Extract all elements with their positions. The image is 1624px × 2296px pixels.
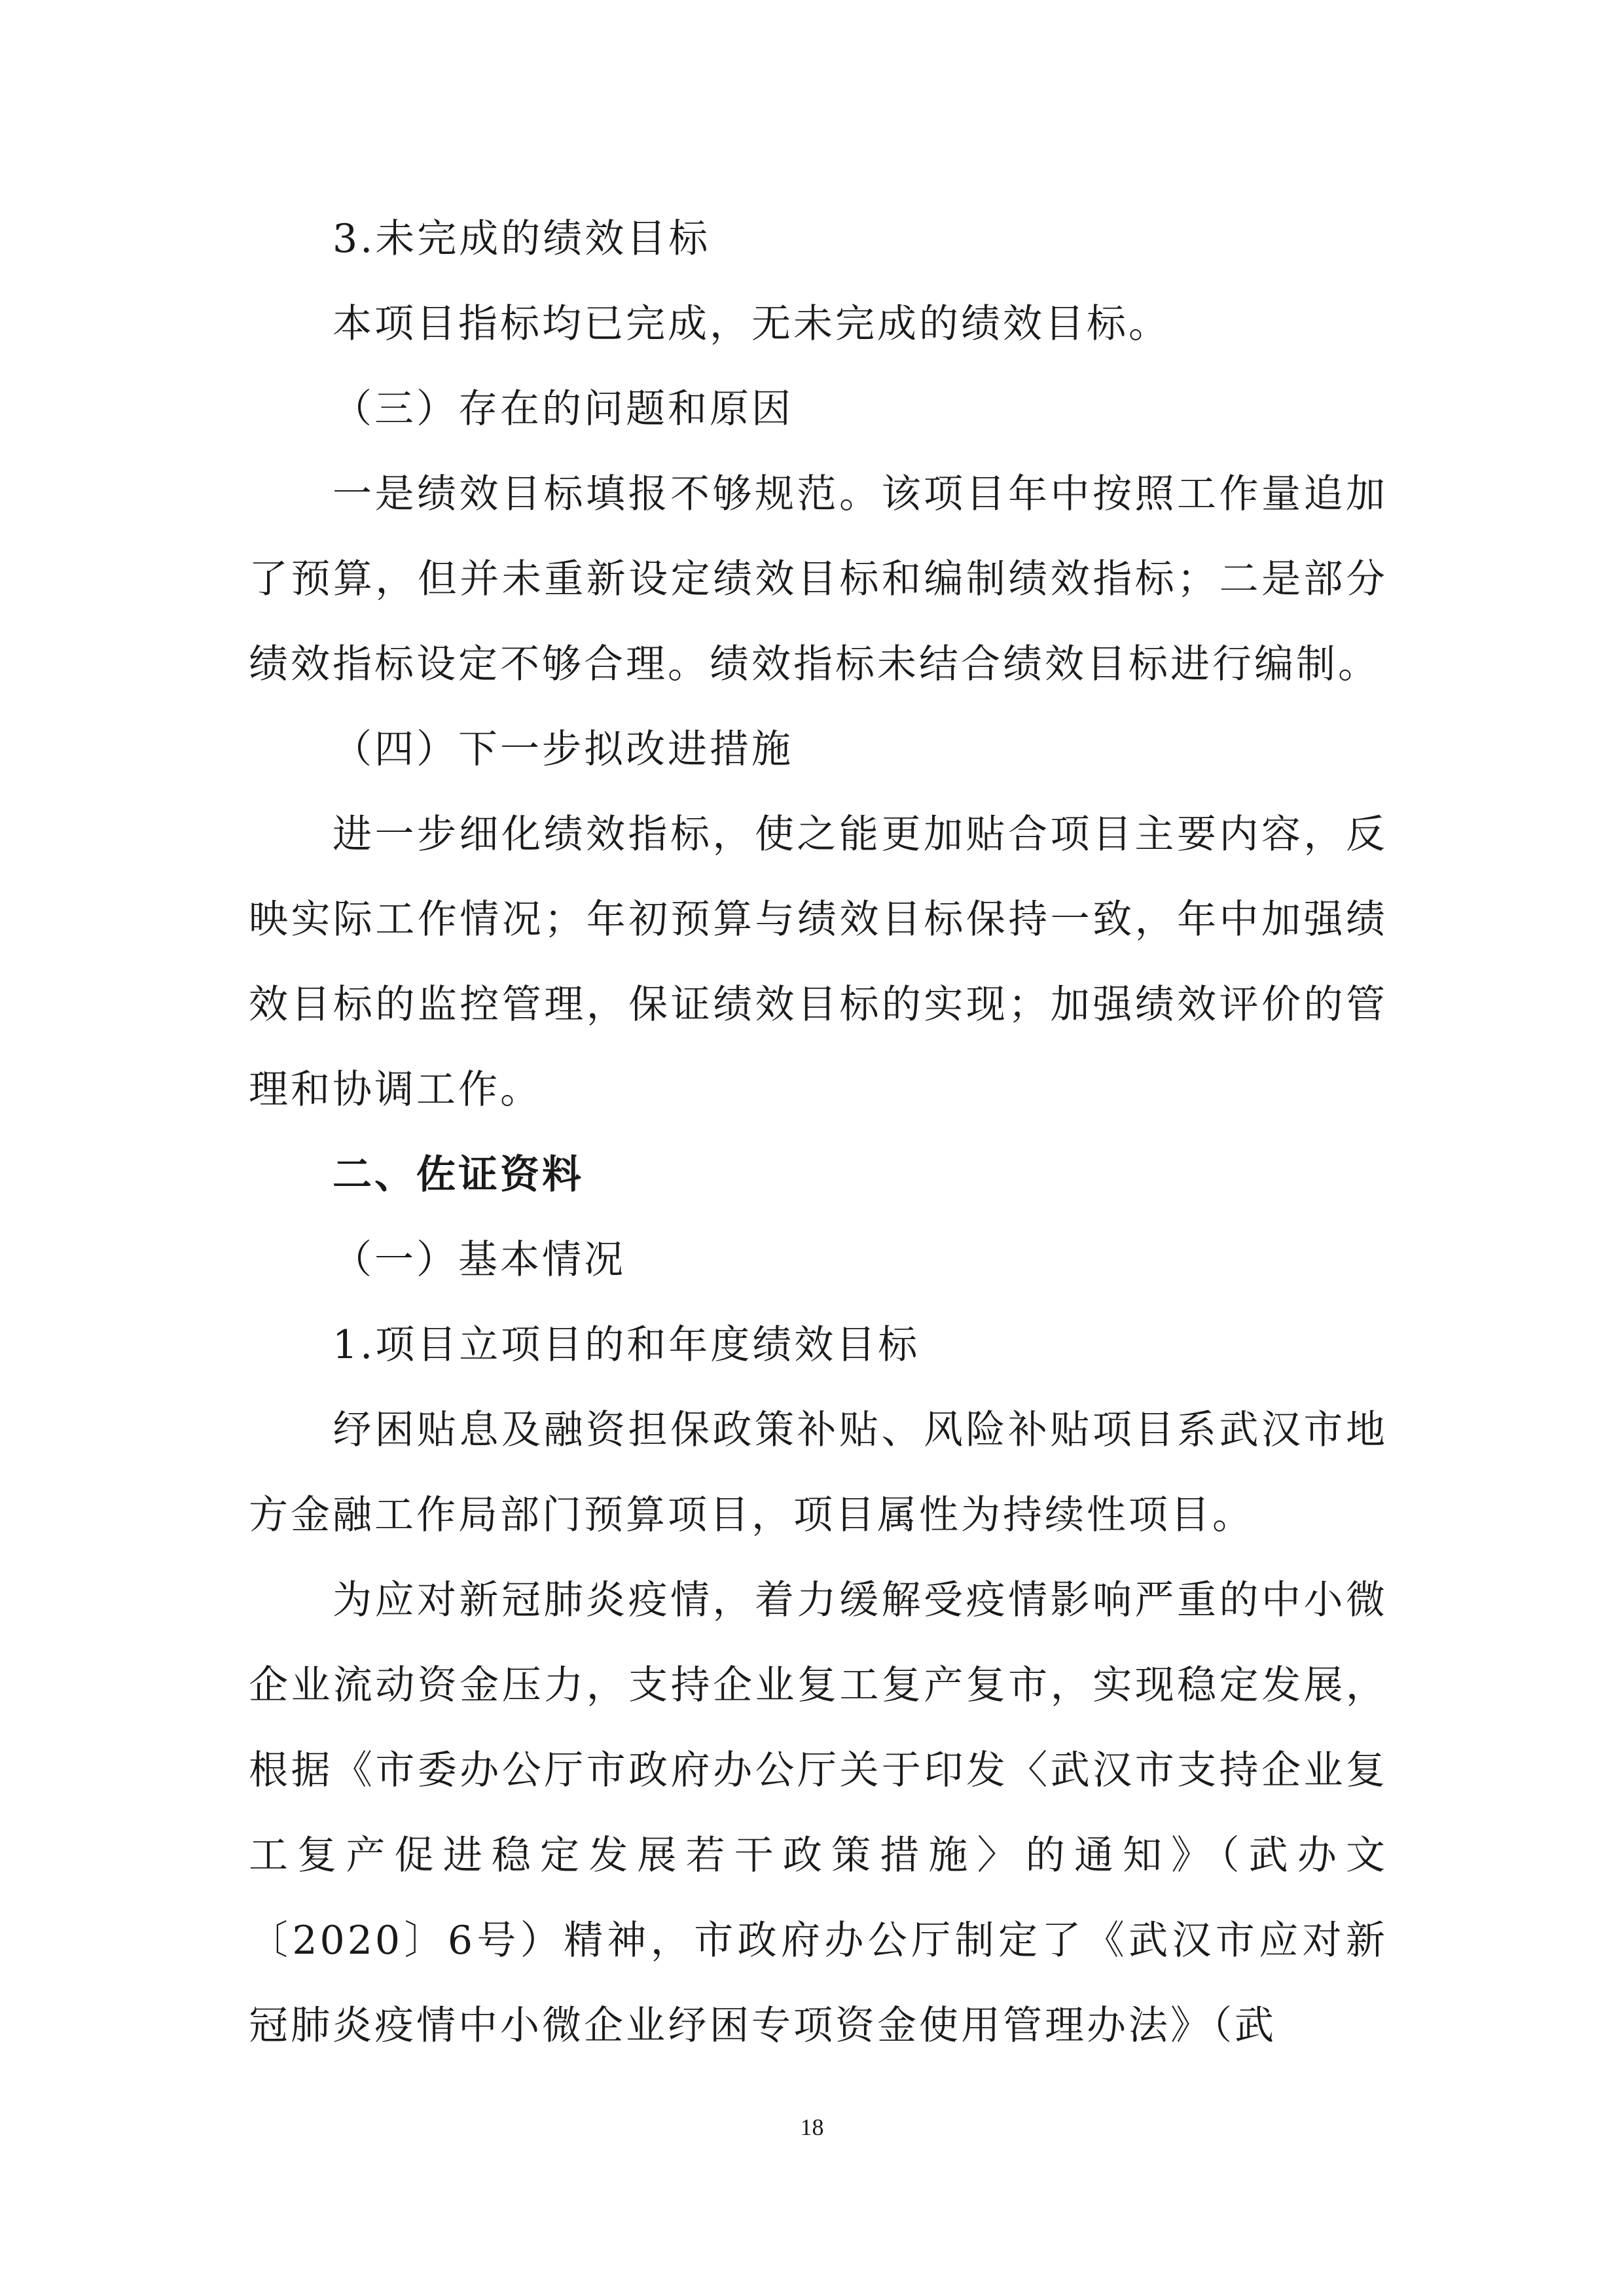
paragraph-improvements: 进一步细化绩效指标，使之能更加贴合项目主要内容，反映实际工作情况；年初预算与绩效目标保持一致，年中加强绩效目标的监控管理，保证绩效目标的实现；加强绩效评价的管理和协调工作。 [249, 812, 1388, 1113]
document-body [249, 196, 1388, 2068]
section-title-basic-info: （一）基本情况 [333, 1237, 626, 1283]
section-title-improvements: （四）下一步拟改进措施 [333, 726, 793, 772]
paragraph-policy-background: 为应对新冠肺炎疫情，着力缓解受疫情影响严重的中小微企业流动资金压力，支持企业复工复产复市，实现稳定发展，根据《市委办公厅市政府办公厅关于印发〈武汉市支持企业复工复产促进稳定发展若干政策措施〉的通知》（武办文〔2020〕6号）精神，市政府办公厅制定了《武汉市应对新冠肺炎疫情中小微企业纾困专项资金使用管理办法》（武 [249, 1577, 1388, 2049]
paragraph-unfinished-goals: 本项目指标均已完成，无未完成的绩效目标。 [333, 301, 1170, 347]
page-number: 18 [800, 2114, 824, 2140]
chapter-heading-evidence: 二、佐证资料 [333, 1152, 584, 1198]
subsection-title-unfinished-goals: 3.未完成的绩效目标 [333, 216, 711, 262]
paragraph-problems: 一是绩效目标填报不够规范。该项目年中按照工作量追加了预算，但并未重新设定绩效目标和编制绩效指标；二是部分绩效指标设定不够合理。绩效指标未结合绩效目标进行编制。 [249, 471, 1388, 687]
subsection-title-project-goals: 1.项目立项目的和年度绩效目标 [333, 1322, 920, 1368]
paragraph-project-attribute: 纾困贴息及融资担保政策补贴、风险补贴项目系武汉市地方金融工作局部门预算项目，项目属性为持续性项目。 [249, 1407, 1388, 1538]
section-title-problems: （三）存在的问题和原因 [333, 386, 793, 432]
